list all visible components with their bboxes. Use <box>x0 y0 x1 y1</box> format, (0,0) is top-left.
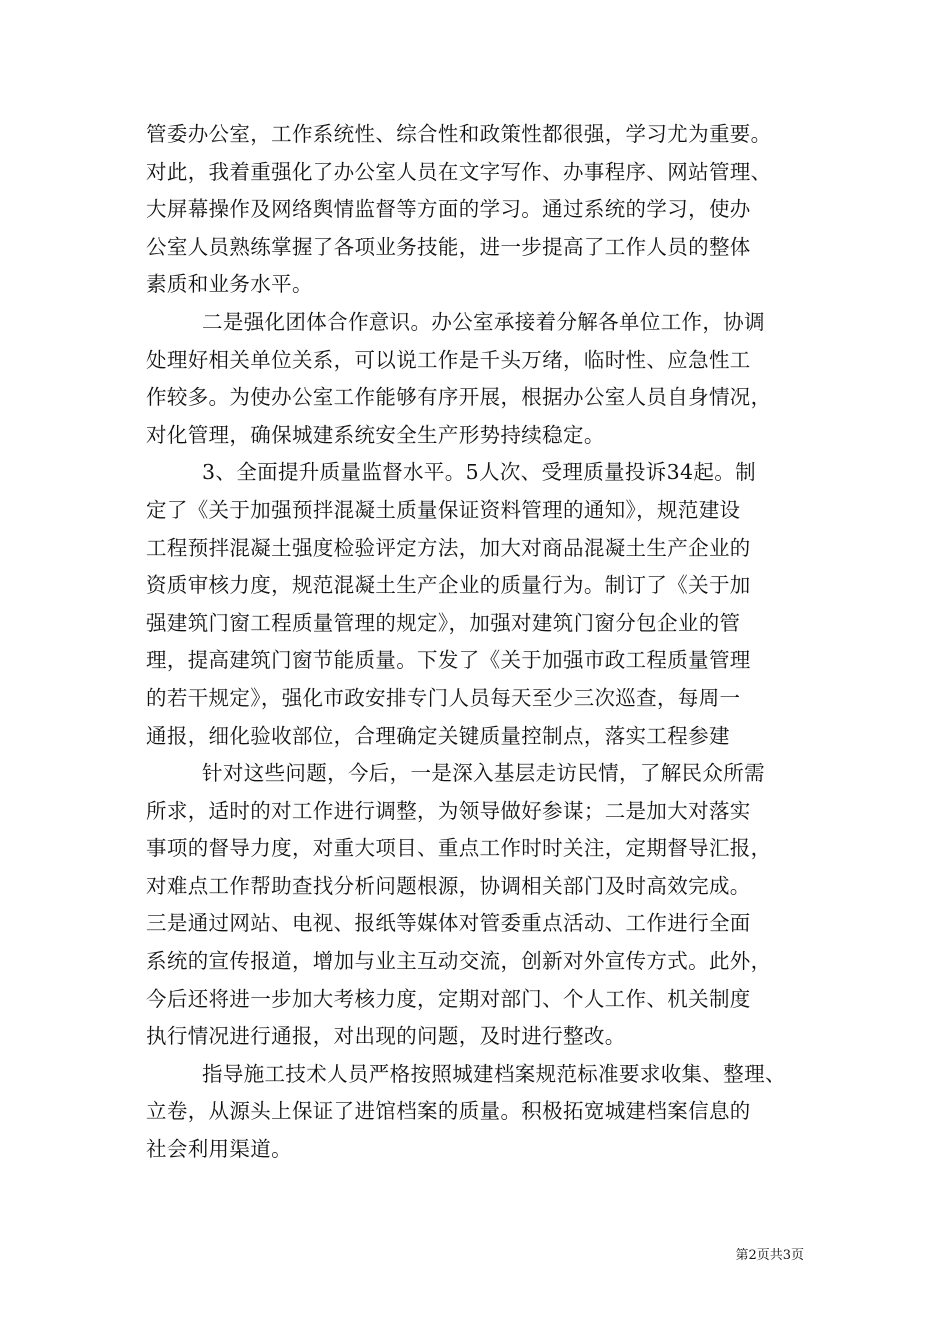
paragraph-quality-supervision <box>146 454 814 755</box>
text-line: 对此，我着重强化了办公室人员在文字写作、办事程序、网站管理、 <box>146 159 772 184</box>
text-line: 通报，细化验收部位，合理确定关键质量控制点，落实工程参建 <box>146 723 730 748</box>
text-line: 针对这些问题，今后，一是深入基层走访民情，了解民众所需 <box>202 761 765 786</box>
text-line: 对化管理，确保城建系统安全生产形势持续稳定。 <box>146 422 605 447</box>
page-number: 第2页共3页 <box>735 1248 804 1263</box>
text-line: 事项的督导力度，对重大项目、重点工作时时关注，定期督导汇报， <box>146 836 772 861</box>
text-line: 理，提高建筑门窗节能质量。下发了《关于加强市政工程质量管理 <box>146 648 751 673</box>
text-line: 管委办公室，工作系统性、综合性和政策性都很强，学习尤为重要。 <box>146 122 772 146</box>
paragraph-archive-guidance <box>146 1056 814 1169</box>
text-line: 工程预拌混凝土强度检验评定方法，加大对商品混凝土生产企业的 <box>146 535 751 560</box>
text-line: 今后还将进一步加大考核力度，定期对部门、个人工作、机关制度 <box>146 986 751 1011</box>
text-line: 定了《关于加强预拌混凝土质量保证资料管理的通知》，规范建设 <box>146 497 741 522</box>
document-body <box>146 116 814 1169</box>
text-line: 的若干规定》，强化市政安排专门人员每天至少三次巡查，每周一 <box>146 685 741 710</box>
text-line: 系统的宣传报道，增加与业主互动交流，创新对外宣传方式。此外， <box>146 949 772 974</box>
text-line: 指导施工技术人员严格按照城建档案规范标准要求收集、整理、 <box>202 1061 786 1086</box>
text-line: 大屏幕操作及网络舆情监督等方面的学习。通过系统的学习，使办 <box>146 197 751 222</box>
text-line: 立卷，从源头上保证了进馆档案的质量。积极拓宽城建档案信息的 <box>146 1099 751 1124</box>
text-line: 执行情况进行通报，对出现的问题，及时进行整改。 <box>146 1024 626 1049</box>
text-line: 作较多。为使办公室工作能够有序开展，根据办公室人员自身情况， <box>146 385 772 410</box>
text-line: 资质审核力度，规范混凝土生产企业的质量行为。制订了《关于加 <box>146 573 751 598</box>
paragraph-teamwork <box>146 304 814 454</box>
text-line: 公室人员熟练掌握了各项业务技能，进一步提高了工作人员的整体 <box>146 234 751 259</box>
text-line: 素质和业务水平。 <box>146 272 313 297</box>
text-line: 社会利用渠道。 <box>146 1137 292 1162</box>
paragraph-future-plans <box>146 755 814 1056</box>
text-line: 所求，适时的对工作进行调整，为领导做好参谋；二是加大对落实 <box>146 798 751 823</box>
text-line: 二是强化团体合作意识。办公室承接着分解各单位工作，协调 <box>202 309 765 334</box>
text-line: 强建筑门窗工程质量管理的规定》，加强对建筑门窗分包企业的管 <box>146 610 741 635</box>
paragraph-study-emphasis <box>146 116 814 304</box>
text-line: 3、全面提升质量监督水平。5人次、受理质量投诉34起。制 <box>202 460 756 485</box>
text-line: 对难点工作帮助查找分析问题根源，协调相关部门及时高效完成。 <box>146 873 751 898</box>
text-line: 处理好相关单位关系，可以说工作是千头万绪，临时性、应急性工 <box>146 347 751 372</box>
text-line: 三是通过网站、电视、报纸等媒体对管委重点活动、工作进行全面 <box>146 911 751 936</box>
